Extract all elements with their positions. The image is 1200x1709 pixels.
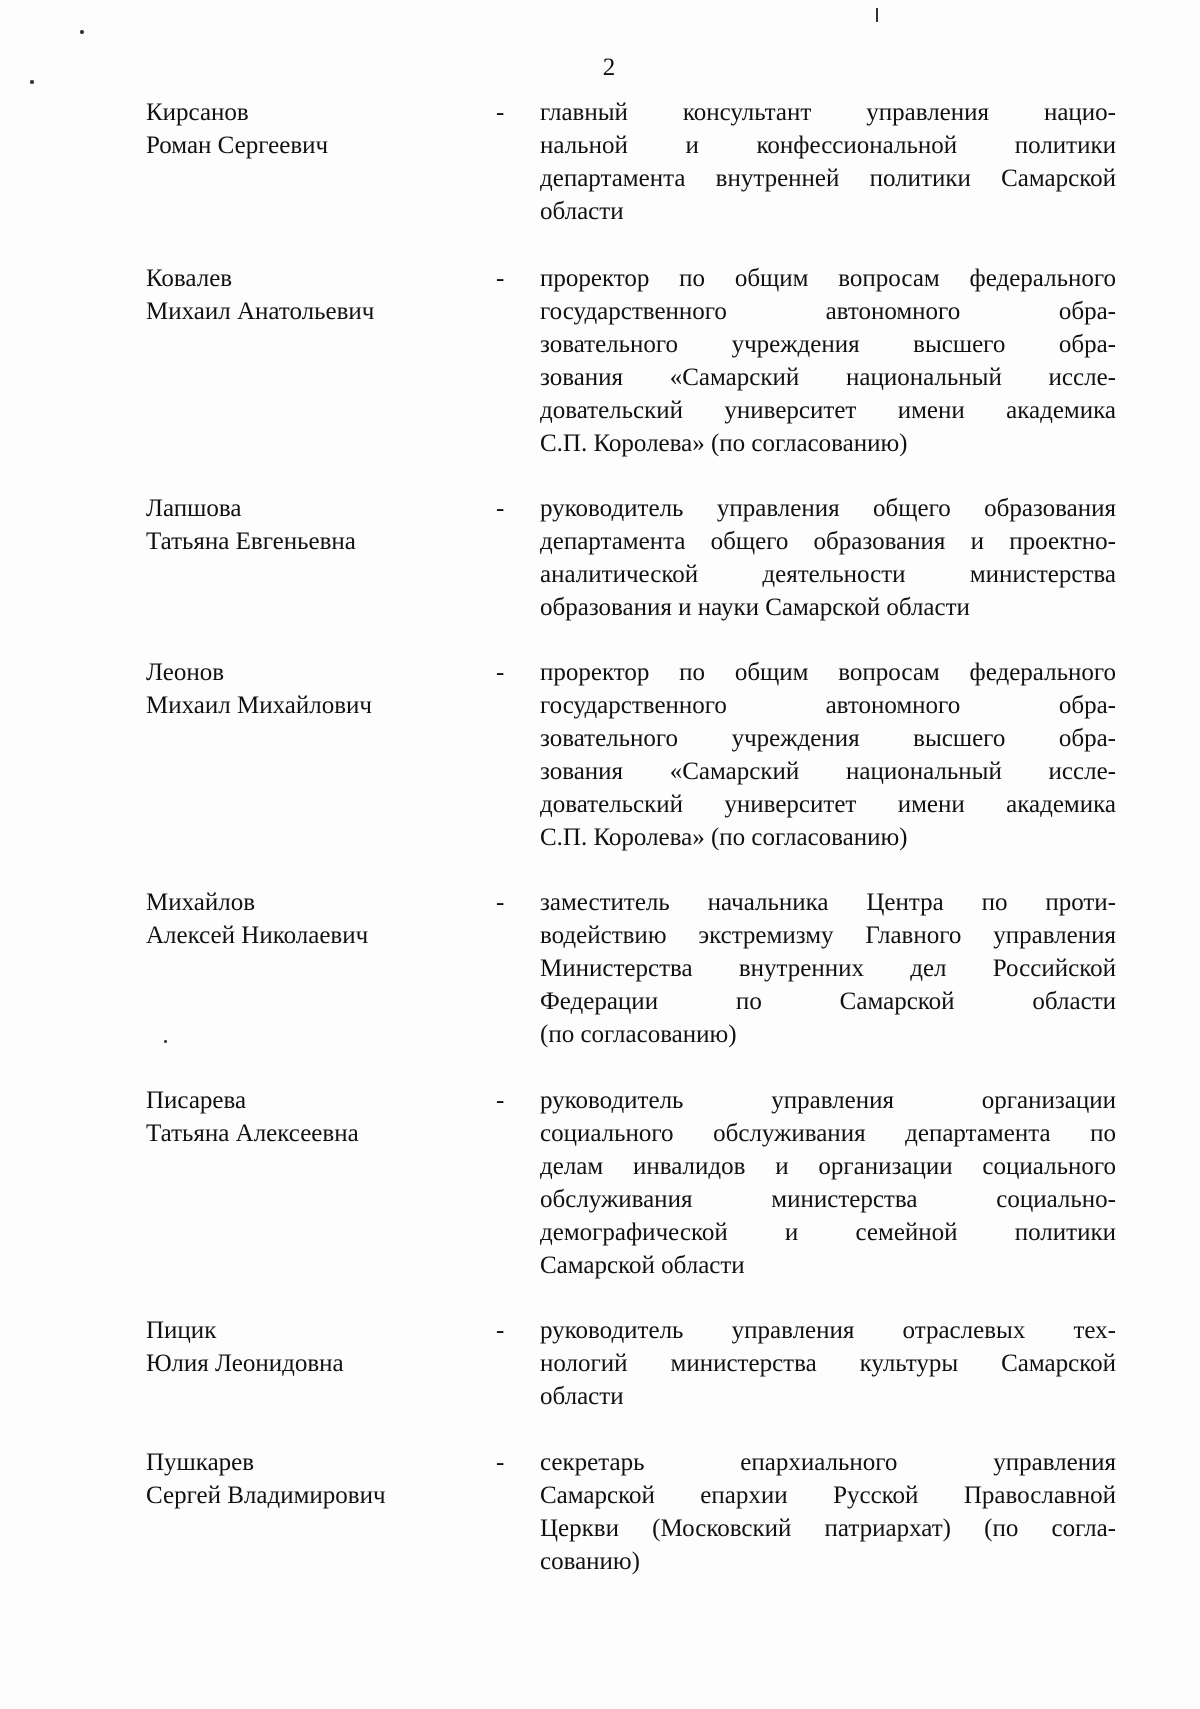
- member-name: [146, 1314, 466, 1380]
- entry-dash: -: [496, 1087, 505, 1114]
- scan-speck: [876, 8, 878, 22]
- member-position: [540, 1084, 1116, 1282]
- position-line: государственного автономного обра-: [540, 692, 1116, 719]
- position-line: главный консультант управления нацио-: [540, 99, 1116, 126]
- position-line: проректор по общим вопросам федерального: [540, 265, 1116, 292]
- member-surname: Кирсанов: [146, 99, 249, 126]
- position-line: департамента внутренней политики Самарской: [540, 165, 1116, 192]
- member-surname: Пицик: [146, 1317, 217, 1344]
- position-line: Самарской епархии Русской Православной: [540, 1482, 1116, 1509]
- position-line: довательский университет имени академика: [540, 791, 1116, 818]
- member-position: [540, 886, 1116, 1051]
- position-line: области: [540, 198, 624, 225]
- position-line: зования «Самарский национальный иссле-: [540, 758, 1116, 785]
- entry-dash: -: [496, 265, 505, 292]
- member-name: [146, 1084, 466, 1150]
- member-given-names: Алексей Николаевич: [146, 922, 369, 949]
- member-name: [146, 96, 466, 162]
- position-line: довательский университет имени академика: [540, 397, 1116, 424]
- member-given-names: Сергей Владимирович: [146, 1482, 386, 1509]
- position-line: демографической и семейной политики: [540, 1219, 1116, 1246]
- position-line: делам инвалидов и организации социального: [540, 1153, 1116, 1180]
- entry-dash: -: [496, 99, 505, 126]
- position-line: аналитической деятельности министерства: [540, 561, 1116, 588]
- page-number: 2: [602, 54, 616, 81]
- position-line: С.П. Королева» (по согласованию): [540, 430, 908, 457]
- position-line: С.П. Королева» (по согласованию): [540, 824, 908, 851]
- member-surname: Михайлов: [146, 889, 256, 916]
- member-given-names: Татьяна Алексеевна: [146, 1120, 359, 1147]
- member-given-names: Михаил Михайлович: [146, 692, 372, 719]
- entry-dash: -: [496, 889, 505, 916]
- entry-dash: -: [496, 1317, 505, 1344]
- position-line: Федерации по Самарской области: [540, 988, 1116, 1015]
- position-line: нальной и конфессиональной политики: [540, 132, 1116, 159]
- position-line: Министерства внутренних дел Российской: [540, 955, 1116, 982]
- position-line: зовательного учреждения высшего обра-: [540, 331, 1116, 358]
- member-given-names: Юлия Леонидовна: [146, 1350, 344, 1377]
- scan-speck: [80, 30, 84, 34]
- position-line: нологий министерства культуры Самарской: [540, 1350, 1116, 1377]
- member-position: [540, 262, 1116, 460]
- position-line: Церкви (Московский патриархат) (по согла-: [540, 1515, 1116, 1542]
- position-line: государственного автономного обра-: [540, 298, 1116, 325]
- member-name: [146, 886, 466, 952]
- member-surname: Ковалев: [146, 265, 233, 292]
- member-position: [540, 1314, 1116, 1413]
- member-name: [146, 262, 466, 328]
- member-surname: Писарева: [146, 1087, 247, 1114]
- position-line: руководитель управления общего образования: [540, 495, 1116, 522]
- position-line: проректор по общим вопросам федерального: [540, 659, 1116, 686]
- member-name: [146, 492, 466, 558]
- position-line: области: [540, 1383, 624, 1410]
- position-line: социального обслуживания департамента по: [540, 1120, 1116, 1147]
- entry-dash: -: [496, 495, 505, 522]
- position-line: обслуживания министерства социально-: [540, 1186, 1116, 1213]
- member-position: [540, 656, 1116, 854]
- entry-dash: -: [496, 659, 505, 686]
- member-name: [146, 1446, 466, 1512]
- position-line: сованию): [540, 1548, 640, 1575]
- scan-speck: [164, 1040, 167, 1043]
- member-surname: Леонов: [146, 659, 225, 686]
- position-line: зовательного учреждения высшего обра-: [540, 725, 1116, 752]
- position-line: (по согласованию): [540, 1021, 737, 1048]
- member-surname: Пушкарев: [146, 1449, 255, 1476]
- position-line: зования «Самарский национальный иссле-: [540, 364, 1116, 391]
- member-name: [146, 656, 466, 722]
- position-line: водействию экстремизму Главного управления: [540, 922, 1116, 949]
- entry-dash: -: [496, 1449, 505, 1476]
- member-position: [540, 1446, 1116, 1578]
- position-line: департамента общего образования и проектно-: [540, 528, 1116, 555]
- member-position: [540, 96, 1116, 228]
- member-given-names: Роман Сергеевич: [146, 132, 329, 159]
- member-surname: Лапшова: [146, 495, 242, 522]
- member-position: [540, 492, 1116, 624]
- position-line: образования и науки Самарской области: [540, 594, 970, 621]
- member-given-names: Михаил Анатольевич: [146, 298, 375, 325]
- position-line: Самарской области: [540, 1252, 745, 1279]
- member-given-names: Татьяна Евгеньевна: [146, 528, 356, 555]
- position-line: руководитель управления отраслевых тех-: [540, 1317, 1116, 1344]
- position-line: руководитель управления организации: [540, 1087, 1116, 1114]
- position-line: заместитель начальника Центра по проти-: [540, 889, 1116, 916]
- position-line: секретарь епархиального управления: [540, 1449, 1116, 1476]
